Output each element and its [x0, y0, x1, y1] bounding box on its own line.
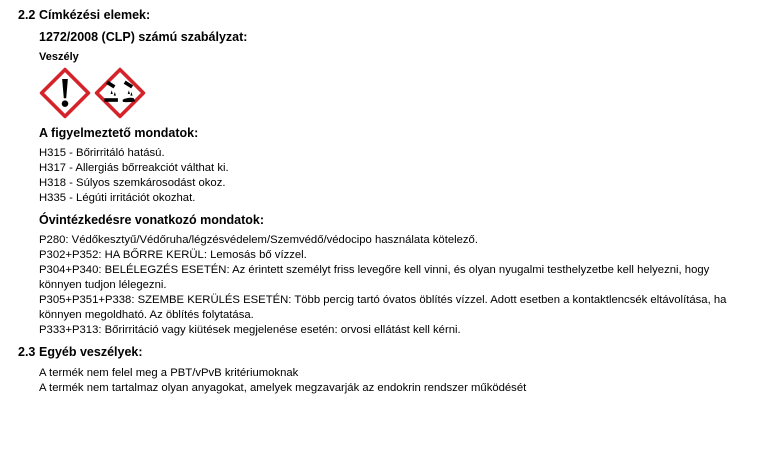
- other-hazards-text: [39, 366, 729, 396]
- section-2-2: [0, 8, 757, 338]
- hazard-statements-list: [39, 146, 729, 206]
- regulation-heading: 1272/2008 (CLP) számú szabályzat:: [39, 30, 248, 44]
- hazard-statements-heading: A figyelmeztető mondatok:: [39, 126, 199, 140]
- precautionary-statement: P302+P352: HA BŐRRE KERÜL: Lemosás bő vízzel.: [39, 249, 307, 261]
- precautionary-statements-heading: Óvintézkedésre vonatkozó mondatok:: [39, 213, 265, 227]
- hazard-statement: H318 - Súlyos szemkárosodást okoz.: [39, 177, 226, 189]
- hazard-statement: H315 - Bőrirritáló hatású.: [39, 147, 165, 159]
- precautionary-statement: P305+P351+P338: SZEMBE KERÜLÉS ESETÉN: Több percig tartó óvatos öblítés vízzel. Adott esetben a kontaktlencsék eltávolítása, ha könnyen megoldható. Az öblítés folytatása.: [39, 294, 727, 321]
- precautionary-statements-list: [39, 233, 729, 338]
- ghs-pictograms: [39, 67, 729, 119]
- precautionary-statement: P333+P313: Bőrirritáció vagy kiütések megjelenése esetén: orvosi ellátást kell kérni.: [39, 324, 461, 336]
- section-number: 2.2: [18, 8, 36, 22]
- precautionary-statement: P280: Védőkesztyű/Védőruha/légzésvédelem/Szemvédő/védocipo használata kötelező.: [39, 234, 478, 246]
- signal-word: Veszély: [39, 51, 79, 63]
- other-hazards-line: A termék nem felel meg a PBT/vPvB kritériumoknak: [39, 367, 299, 379]
- section-title: Egyéb veszélyek:: [39, 345, 143, 359]
- section-number: 2.3: [18, 345, 36, 359]
- ghs07-exclamation-mark-icon: [39, 67, 91, 119]
- precautionary-statement: P304+P340: BELÉLEGZÉS ESETÉN: Az érintett személyt friss levegőre kell vinni, és olyan nyugalmi testhelyzetbe kell helyezni, hogy könnyen tudjon lélegezni.: [39, 264, 710, 291]
- other-hazards-line: A termék nem tartalmaz olyan anyagokat, amelyek megzavarják az endokrin rendszer működését: [39, 382, 527, 394]
- section-title: Címkézési elemek:: [39, 8, 151, 22]
- ghs05-corrosion-icon: [94, 67, 146, 119]
- hazard-statement: H317 - Allergiás bőrreakciót válthat ki.: [39, 162, 229, 174]
- hazard-statement: H335 - Légúti irritációt okozhat.: [39, 192, 196, 204]
- section-2-3: [0, 345, 757, 396]
